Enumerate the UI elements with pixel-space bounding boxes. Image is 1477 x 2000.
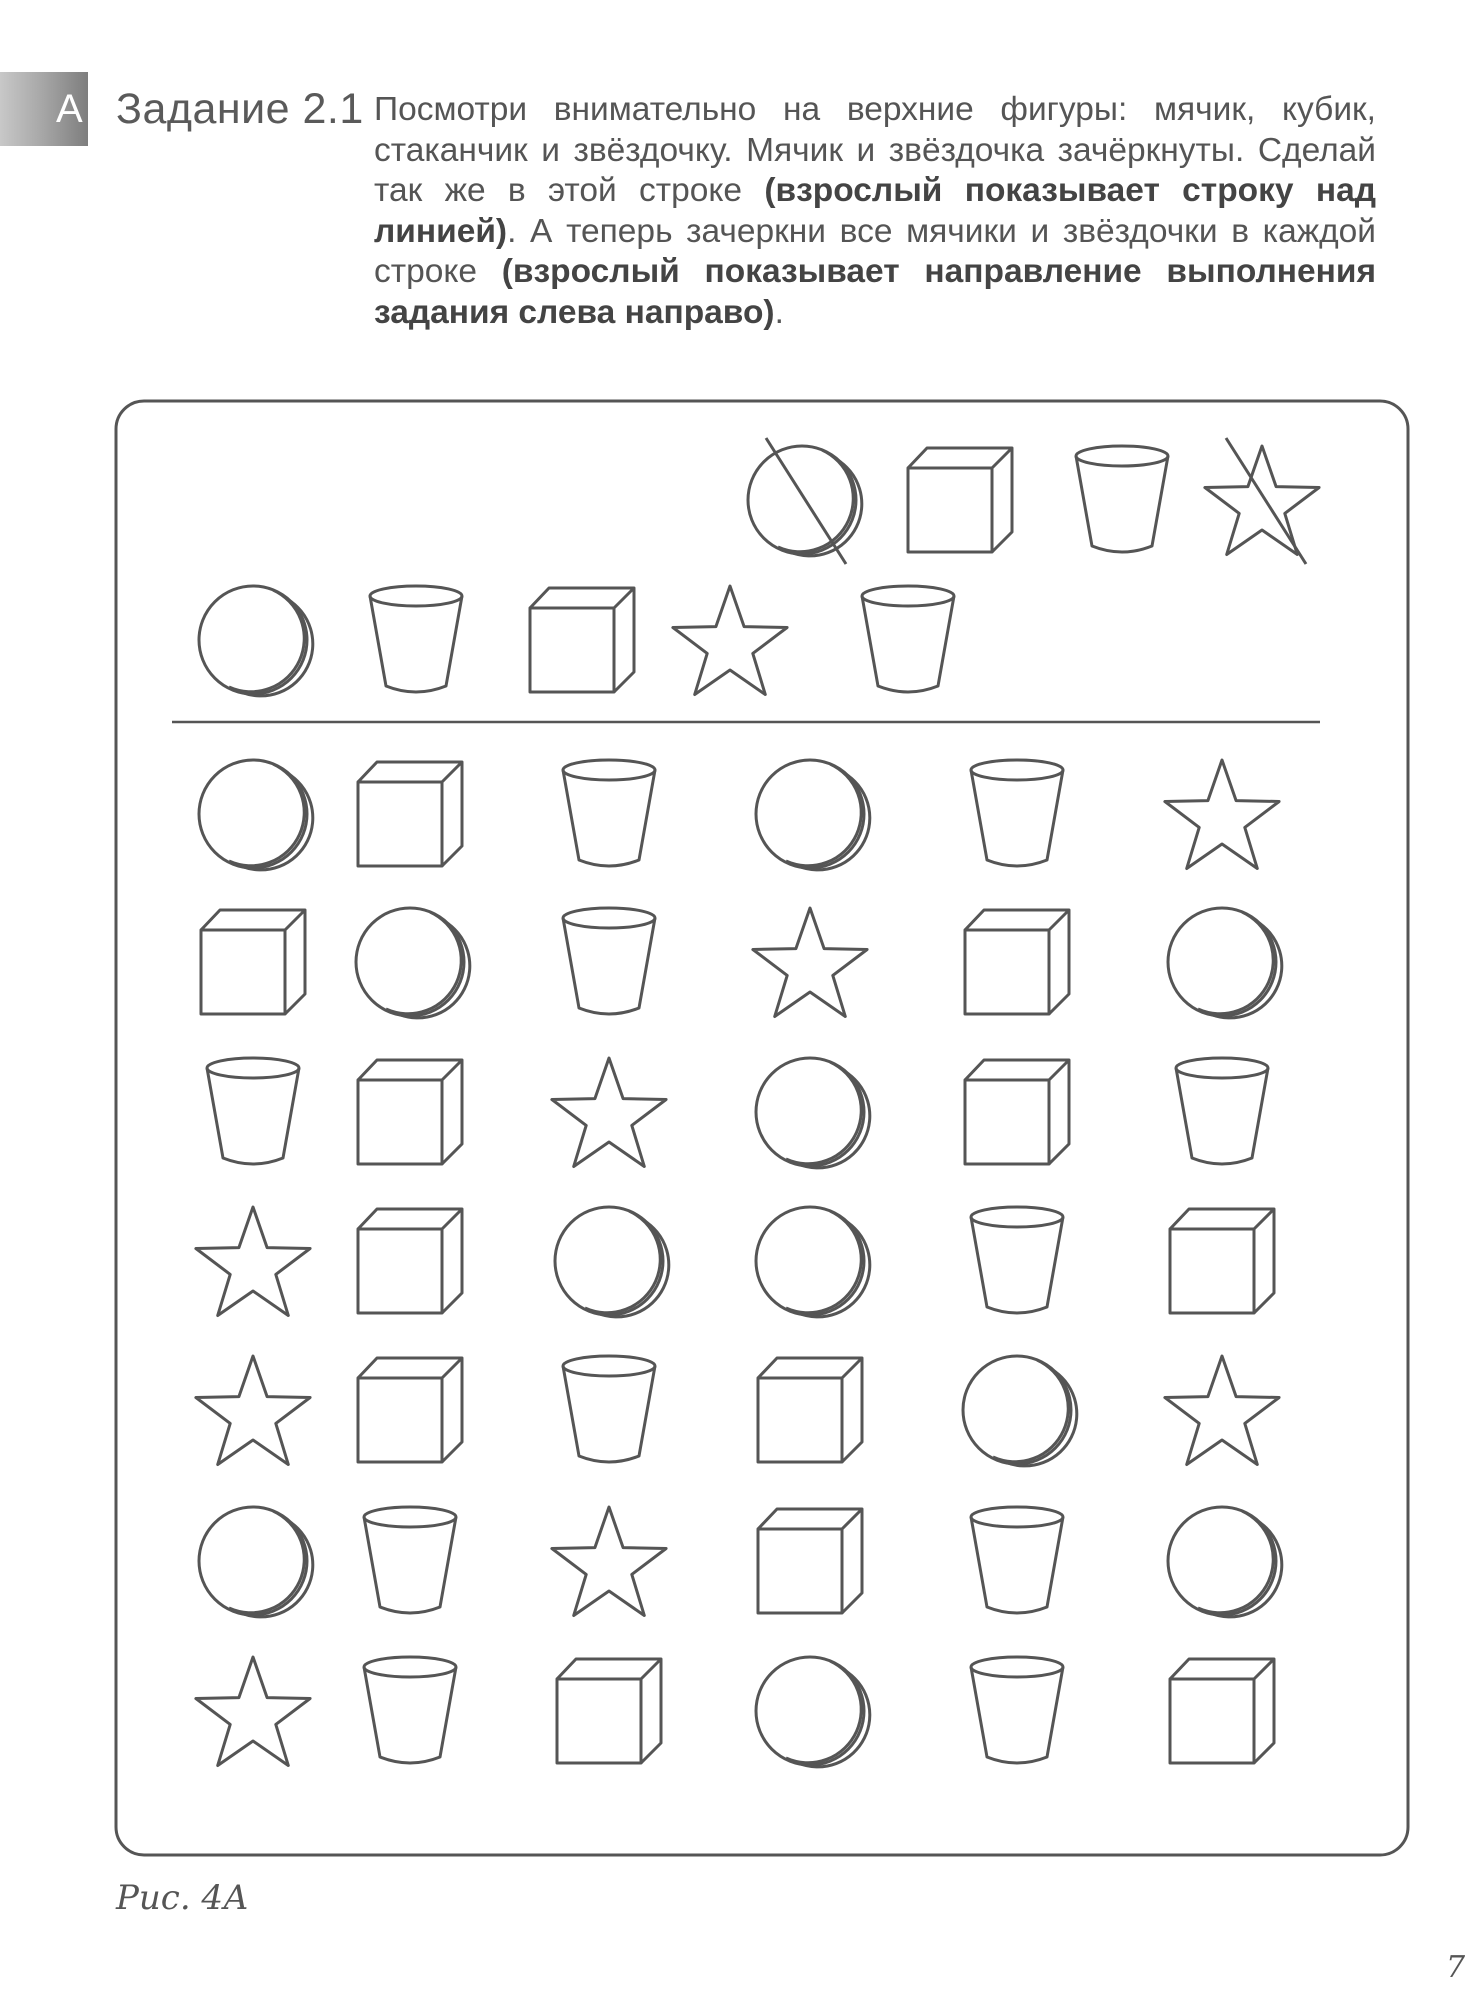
grid-cube[interactable] bbox=[1170, 1209, 1274, 1313]
grid-cup[interactable] bbox=[971, 1207, 1063, 1313]
sample-star-crossed[interactable] bbox=[1205, 438, 1319, 564]
page-number: 7 bbox=[1446, 1950, 1466, 1985]
grid-cube[interactable] bbox=[557, 1659, 661, 1763]
grid-cube[interactable] bbox=[358, 1060, 462, 1164]
grid-cube[interactable] bbox=[758, 1358, 862, 1462]
grid-cup[interactable] bbox=[563, 908, 655, 1014]
grid-star[interactable] bbox=[753, 908, 867, 1017]
grid-ball[interactable] bbox=[1168, 1507, 1282, 1617]
grid-star[interactable] bbox=[196, 1356, 310, 1465]
grid-cup[interactable] bbox=[971, 1657, 1063, 1763]
grid-ball[interactable] bbox=[756, 1058, 870, 1168]
practice-cup[interactable] bbox=[370, 586, 462, 692]
grid-cup[interactable] bbox=[364, 1657, 456, 1763]
grid-cube[interactable] bbox=[758, 1509, 862, 1613]
grid-ball[interactable] bbox=[555, 1207, 669, 1317]
grid-ball[interactable] bbox=[1168, 908, 1282, 1018]
grid-cube[interactable] bbox=[201, 910, 305, 1014]
grid-cup[interactable] bbox=[563, 760, 655, 866]
section-letter: А bbox=[56, 87, 83, 131]
grid-star[interactable] bbox=[552, 1507, 666, 1616]
grid-cube[interactable] bbox=[965, 910, 1069, 1014]
grid-cube[interactable] bbox=[358, 1358, 462, 1462]
grid-cup[interactable] bbox=[971, 1507, 1063, 1613]
grid-cup[interactable] bbox=[563, 1356, 655, 1462]
instruction-part: . А теперь зачеркни все мячики и звёздочки в каждой строке bbox=[374, 212, 1376, 290]
grid-star[interactable] bbox=[1165, 760, 1279, 869]
worksheet-frame bbox=[116, 401, 1408, 1855]
grid-ball[interactable] bbox=[963, 1356, 1077, 1466]
grid-cube[interactable] bbox=[965, 1060, 1069, 1164]
grid-cup[interactable] bbox=[971, 760, 1063, 866]
grid-cup[interactable] bbox=[207, 1058, 299, 1164]
grid-cup[interactable] bbox=[364, 1507, 456, 1613]
grid-star[interactable] bbox=[196, 1207, 310, 1316]
sample-cube[interactable] bbox=[908, 448, 1012, 552]
grid-ball[interactable] bbox=[756, 1207, 870, 1317]
grid-cube[interactable] bbox=[358, 1209, 462, 1313]
instruction-part: Посмотри внимательно на верхние фигуры: мячик, кубик, стаканчик и звёздочку. Мячик и звёздочка зачёркнуты. Сделай так же в этой строке bbox=[374, 91, 1376, 209]
grid-ball[interactable] bbox=[756, 760, 870, 870]
instruction-part: (взрослый показывает строку над линией) bbox=[374, 172, 1376, 250]
grid-cup[interactable] bbox=[1176, 1058, 1268, 1164]
grid-star[interactable] bbox=[552, 1058, 666, 1167]
grid-ball[interactable] bbox=[199, 1507, 313, 1617]
grid-cube[interactable] bbox=[358, 762, 462, 866]
sample-ball-crossed[interactable] bbox=[748, 438, 862, 564]
grid-star[interactable] bbox=[196, 1657, 310, 1766]
practice-cube[interactable] bbox=[530, 588, 634, 692]
practice-cup[interactable] bbox=[862, 586, 954, 692]
sample-cup[interactable] bbox=[1076, 446, 1168, 552]
practice-ball[interactable] bbox=[199, 586, 313, 696]
grid-star[interactable] bbox=[1165, 1356, 1279, 1465]
grid-ball[interactable] bbox=[356, 908, 470, 1018]
figure-caption: Рис. 4А bbox=[116, 1878, 249, 1918]
instruction-part: . bbox=[774, 293, 784, 331]
instruction-part: (взрослый показывает направление выполнения задания слева направо) bbox=[374, 253, 1376, 331]
grid-ball[interactable] bbox=[199, 760, 313, 870]
grid-ball[interactable] bbox=[756, 1657, 870, 1767]
grid-cube[interactable] bbox=[1170, 1659, 1274, 1763]
task-title: Задание 2.1 bbox=[116, 85, 364, 133]
practice-star[interactable] bbox=[673, 586, 787, 695]
